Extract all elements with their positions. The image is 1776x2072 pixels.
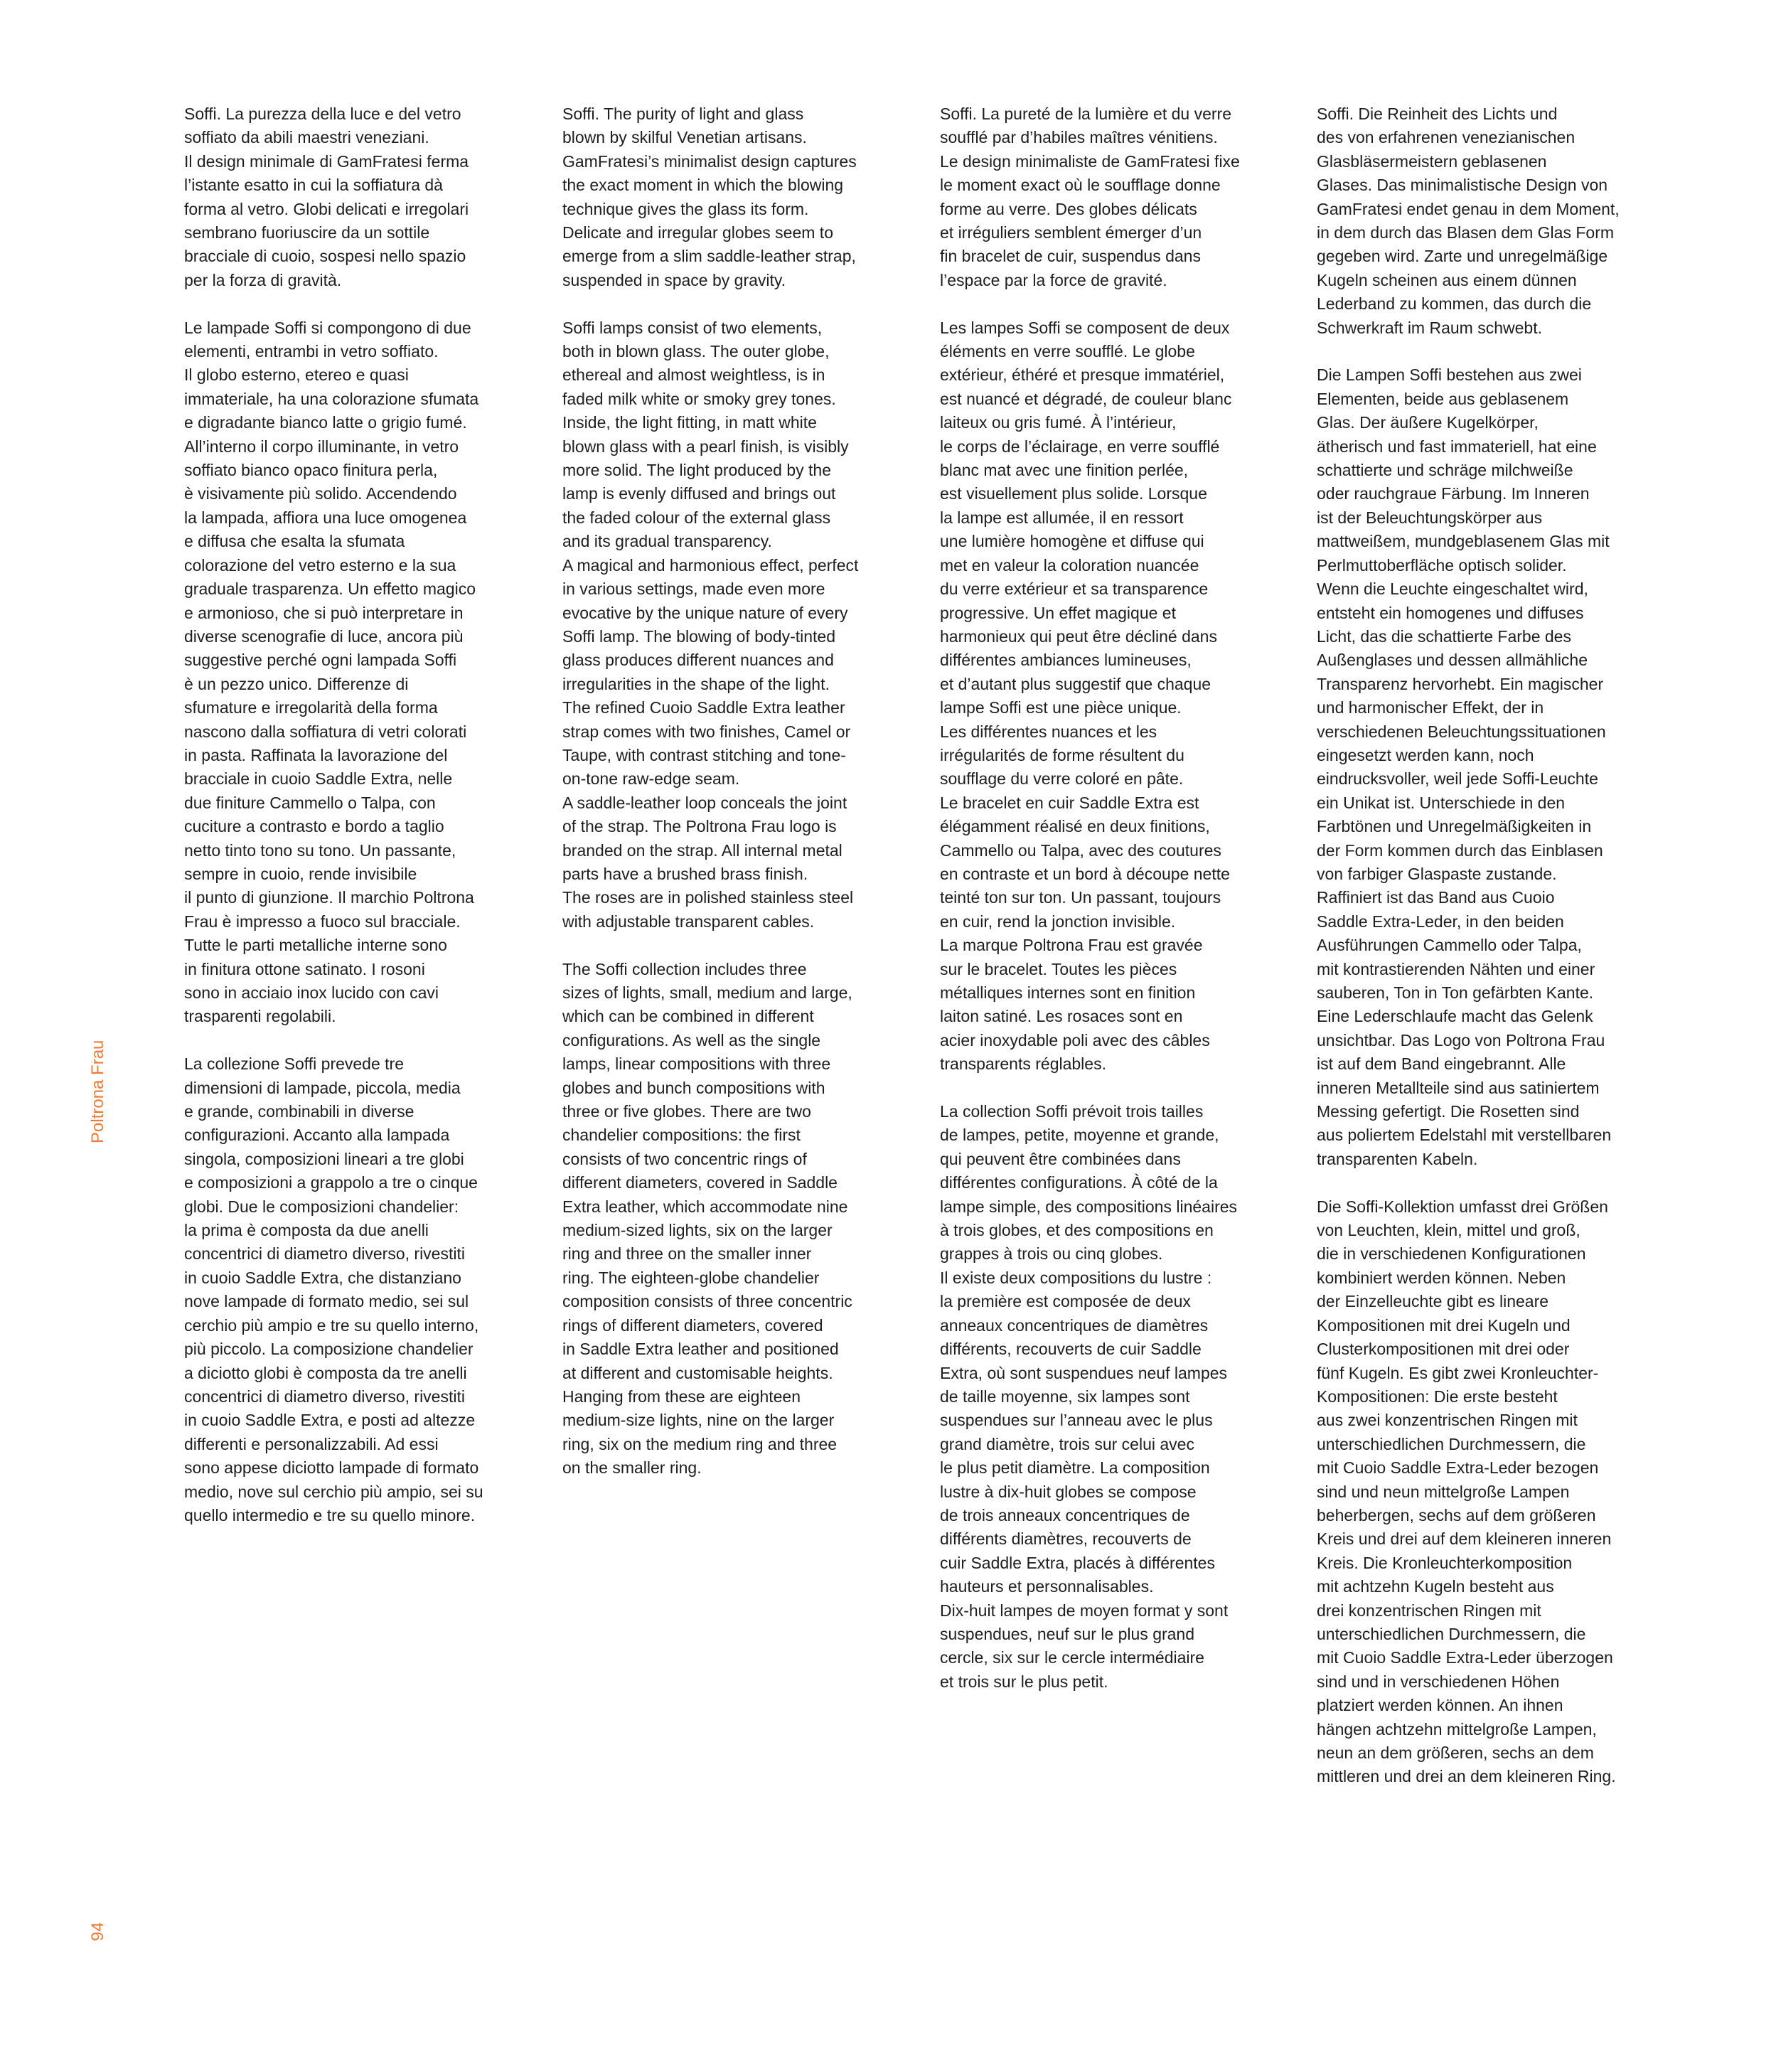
column-italian	[184, 102, 540, 1552]
paragraph: Soffi. La pureté de la lumière et du verre soufflé par d’habiles maîtres vénitiens. Le design minimaliste de GamFratesi fixe le moment exact où le soufflage donne forme au verre. Des globes délicats et irréguliers semblent émerger d’un fin bracelet de cuir, suspendus dans l’espace par la force de gravité.	[940, 105, 1240, 289]
brand-label: Poltrona Frau	[88, 1040, 107, 1143]
paragraph: Soffi. La purezza della luce e del vetro soffiato da abili maestri veneziani. Il design minimale di GamFratesi ferma l’istante esatto in cui la soffiatura dà forma al vetro. Globi delicati e irregolari sembrano fuoriuscire da un sottile bracciale di cuoio, sospesi nello spazio per la forza di gravità.	[184, 105, 469, 289]
page-number: 94	[88, 1922, 107, 1941]
paragraph: Soffi. The purity of light and glass blown by skilful Venetian artisans. GamFratesi’s minimalist design captures the exact moment in which the blowing technique gives the glass its form. Delicate and irregular globes seem to emerge from a slim saddle-leather strap, suspended in space by gravity.	[562, 105, 857, 289]
column-english	[562, 102, 918, 1504]
paragraph: Le lampade Soffi si compongono di due elementi, entrambi in vetro soffiato. Il globo esterno, etereo e quasi immateriale, ha una colorazione sfumata e digradante bianco latte o grigio fumé. All’interno il corpo illuminante, in vetro soffiato bianco opaco finitura perla, è visivamente più solido. Accendendo la lampada, affiora una luce omogenea e diffusa che esalta la sfumata colorazione del vetro esterno e la sua graduale trasparenza. Un effetto magico e armonioso, che si può interpretare in diverse scenografie di luce, ancora più suggestive perché ogni lampada Soffi è un pezzo unico. Differenze di sfumature e irregolarità della forma nascono dalla soffiatura di vetri colorati in pasta. Raffinata la lavorazione del bracciale in cuoio Saddle Extra, nelle due finiture Cammello o Talpa, con cuciture a contrasto e bordo a taglio netto tinto tono su tono. Un passante, sempre in cuoio, rende invisibile il punto di giunzione. Il marchio Poltrona Frau è impresso a fuoco sul bracciale. Tutte le parti metalliche interne sono in finitura ottone satinato. I rosoni sono in acciaio inox lucido con cavi trasparenti regolabili.	[184, 318, 479, 1026]
paragraph: La collection Soffi prévoit trois tailles de lampes, petite, moyenne et grande, qui peuvent être combinées dans différentes configurations. À côté de la lampe simple, des compositions linéaires à trois globes, et des compositions en grappes à trois ou cinq globes. Il existe deux compositions du lustre : la première est composée de deux anneaux concentriques de diamètres différents, recouverts de cuir Saddle Extra, où sont suspendues neuf lampes de taille moyenne, six lampes sont suspendues sur l’anneau avec le plus grand diamètre, trois sur celui avec le plus petit diamètre. La composition lustre à dix-huit globes se compose de trois anneaux concentriques de différents diamètres, recouverts de cuir Saddle Extra, placés à différentes hauteurs et personnalisables. Dix-huit lampes de moyen format y sont suspendues, neuf sur le plus grand cercle, six sur le cercle intermédiaire et trois sur le plus petit.	[940, 1102, 1238, 1691]
column-french	[940, 102, 1295, 1718]
paragraph: Soffi lamps consist of two elements, both in blown glass. The outer globe, ethereal and almost weightless, is in faded milk white or smoky grey tones. Inside, the light fitting, in matt white blown glass with a pearl finish, is visibly more solid. The light produced by the lamp is evenly diffused and brings out the faded colour of the external glass and its gradual transparency. A magical and harmonious effect, perfect in various settings, made even more evocative by the unique nature of every Soffi lamp. The blowing of body-tinted glass produces different nuances and irregularities in the shape of the light. The refined Cuoio Saddle Extra leather strap comes with two finishes, Camel or Taupe, with contrast stitching and tone- on-tone raw-edge seam. A saddle-leather loop conceals the joint of the strap. The Poltrona Frau logo is branded on the strap. All internal metal parts have a brushed brass finish. The roses are in polished stainless steel with adjustable transparent cables.	[562, 318, 859, 931]
paragraph: La collezione Soffi prevede tre dimensioni di lampade, piccola, media e grande, combinabili in diverse configurazioni. Accanto alla lampada singola, composizioni lineari a tre globi e composizioni a grappolo a tre o cinque globi. Due le composizioni chandelier: la prima è composta da due anelli concentrici di diametro diverso, rivestiti in cuoio Saddle Extra, che distanziano nove lampade di formato medio, sei sul cerchio più ampio e tre su quello interno, più piccolo. La composizione chandelier a diciotto globi è composta da tre anelli concentrici di diametro diverso, rivestiti in cuoio Saddle Extra, e posti ad altezze differenti e personalizzabili. Ad essi sono appese diciotto lampade di formato medio, nove sul cerchio più ampio, sei su quello intermedio e tre su quello minore.	[184, 1054, 483, 1524]
paragraph: Die Lampen Soffi bestehen aus zwei Elementen, beide aus geblasenem Glas. Der äußere Kugelkörper, ätherisch und fast immateriell, hat eine schattierte und schräge milchweiße oder rauchgraue Färbung. Im Inneren ist der Beleuchtungskörper aus mattweißem, mundgeblasenem Glas mit Perlmuttoberfläche optisch solider. Wenn die Leuchte eingeschaltet wird, entsteht ein homogenes und diffuses Licht, das die schattierte Farbe des Außenglases und dessen allmähliche Transparenz hervorhebt. Ein magischer und harmonischer Effekt, der in verschiedenen Beleuchtungssituationen eingesetzt werden kann, noch eindrucksvoller, weil jede Soffi-Leuchte ein Unikat ist. Unterschiede in den Farbtönen und Unregelmäßigkeiten in der Form kommen durch das Einblasen von farbiger Glaspaste zustande. Raffiniert ist das Band aus Cuoio Saddle Extra-Leder, in den beiden Ausführungen Cammello oder Talpa, mit kontrastierenden Nähten und einer sauberen, Ton in Ton gefärbten Kante. Eine Lederschlaufe macht das Gelenk unsichtbar. Das Logo von Poltrona Frau ist auf dem Band eingebrannt. Alle inneren Metallteile sind aus satiniertem Messing gefertigt. Die Rosetten sind aus poliertem Edelstahl mit verstellbaren transparenten Kabeln.	[1317, 365, 1612, 1168]
column-german	[1317, 102, 1672, 1812]
paragraph: Soffi. Die Reinheit des Lichts und des von erfahrenen venezianischen Glasbläsermeistern geblasenen Glases. Das minimalistische Design von GamFratesi endet genau in dem Moment, in dem durch das Blasen dem Glas Form gegeben wird. Zarte und unregelmäßige Kugeln scheinen aus einem dünnen Lederband zu kommen, das durch die Schwerkraft im Raum schwebt.	[1317, 105, 1620, 337]
paragraph: Die Soffi-Kollektion umfasst drei Größen von Leuchten, klein, mittel und groß, die in verschiedenen Konfigurationen kombiniert werden können. Neben der Einzelleuchte gibt es lineare Kompositionen mit drei Kugeln und Clusterkompositionen mit drei oder fünf Kugeln. Es gibt zwei Kronleuchter- Kompositionen: Die erste besteht aus zwei konzentrischen Ringen mit unterschiedlichen Durchmessern, die mit Cuoio Saddle Extra-Leder bezogen sind und neun mittelgroße Lampen beherbergen, sechs auf dem größeren Kreis und drei auf dem kleineren inneren Kreis. Die Kronleuchterkomposition mit achtzehn Kugeln besteht aus drei konzentrischen Ringen mit unterschiedlichen Durchmessern, die mit Cuoio Saddle Extra-Leder überzogen sind und in verschiedenen Höhen platziert werden können. An ihnen hängen achtzehn mittelgroße Lampen, neun an dem größeren, sechs an dem mittleren und drei an dem kleineren Ring.	[1317, 1197, 1616, 1786]
paragraph: The Soffi collection includes three sizes of lights, small, medium and large, which can be combined in different configurations. As well as the single lamps, linear compositions with three globes and bunch compositions with three or five globes. There are two chandelier compositions: the first consists of two concentric rings of different diameters, covered in Saddle Extra leather, which accommodate nine medium-sized lights, six on the larger ring and three on the smaller inner ring. The eighteen-globe chandelier composition consists of three concentric rings of different diameters, covered in Saddle Extra leather and positioned at different and customisable heights. Hanging from these are eighteen medium-size lights, nine on the larger ring, six on the medium ring and three on the smaller ring.	[562, 959, 852, 1478]
paragraph: Les lampes Soffi se composent de deux éléments en verre soufflé. Le globe extérieur, éthéré et presque immatériel, est nuancé et dégradé, de couleur blanc laiteux ou gris fumé. À l’intérieur, le corps de l’éclairage, en verre soufflé blanc mat avec une finition perlée, est visuellement plus solide. Lorsque la lampe est allumée, il en ressort une lumière homogène et diffuse qui met en valeur la coloration nuancée du verre extérieur et sa transparence progressive. Un effet magique et harmonieux qui peut être décliné dans différentes ambiances lumineuses, et d’autant plus suggestif que chaque lampe Soffi est une pièce unique. Les différentes nuances et les irrégularités de forme résultent du soufflage du verre coloré en pâte. Le bracelet en cuir Saddle Extra est élégamment réalisé en deux finitions, Cammello ou Talpa, avec des coutures en contraste et un bord à découpe nette teinté ton sur ton. Un passant, toujours en cuir, rend la jonction invisible. La marque Poltrona Frau est gravée sur le bracelet. Toutes les pièces métalliques internes sont en finition laiton satiné. Les rosaces sont en acier inoxydable poli avec des câbles transparents réglables.	[940, 318, 1232, 1074]
